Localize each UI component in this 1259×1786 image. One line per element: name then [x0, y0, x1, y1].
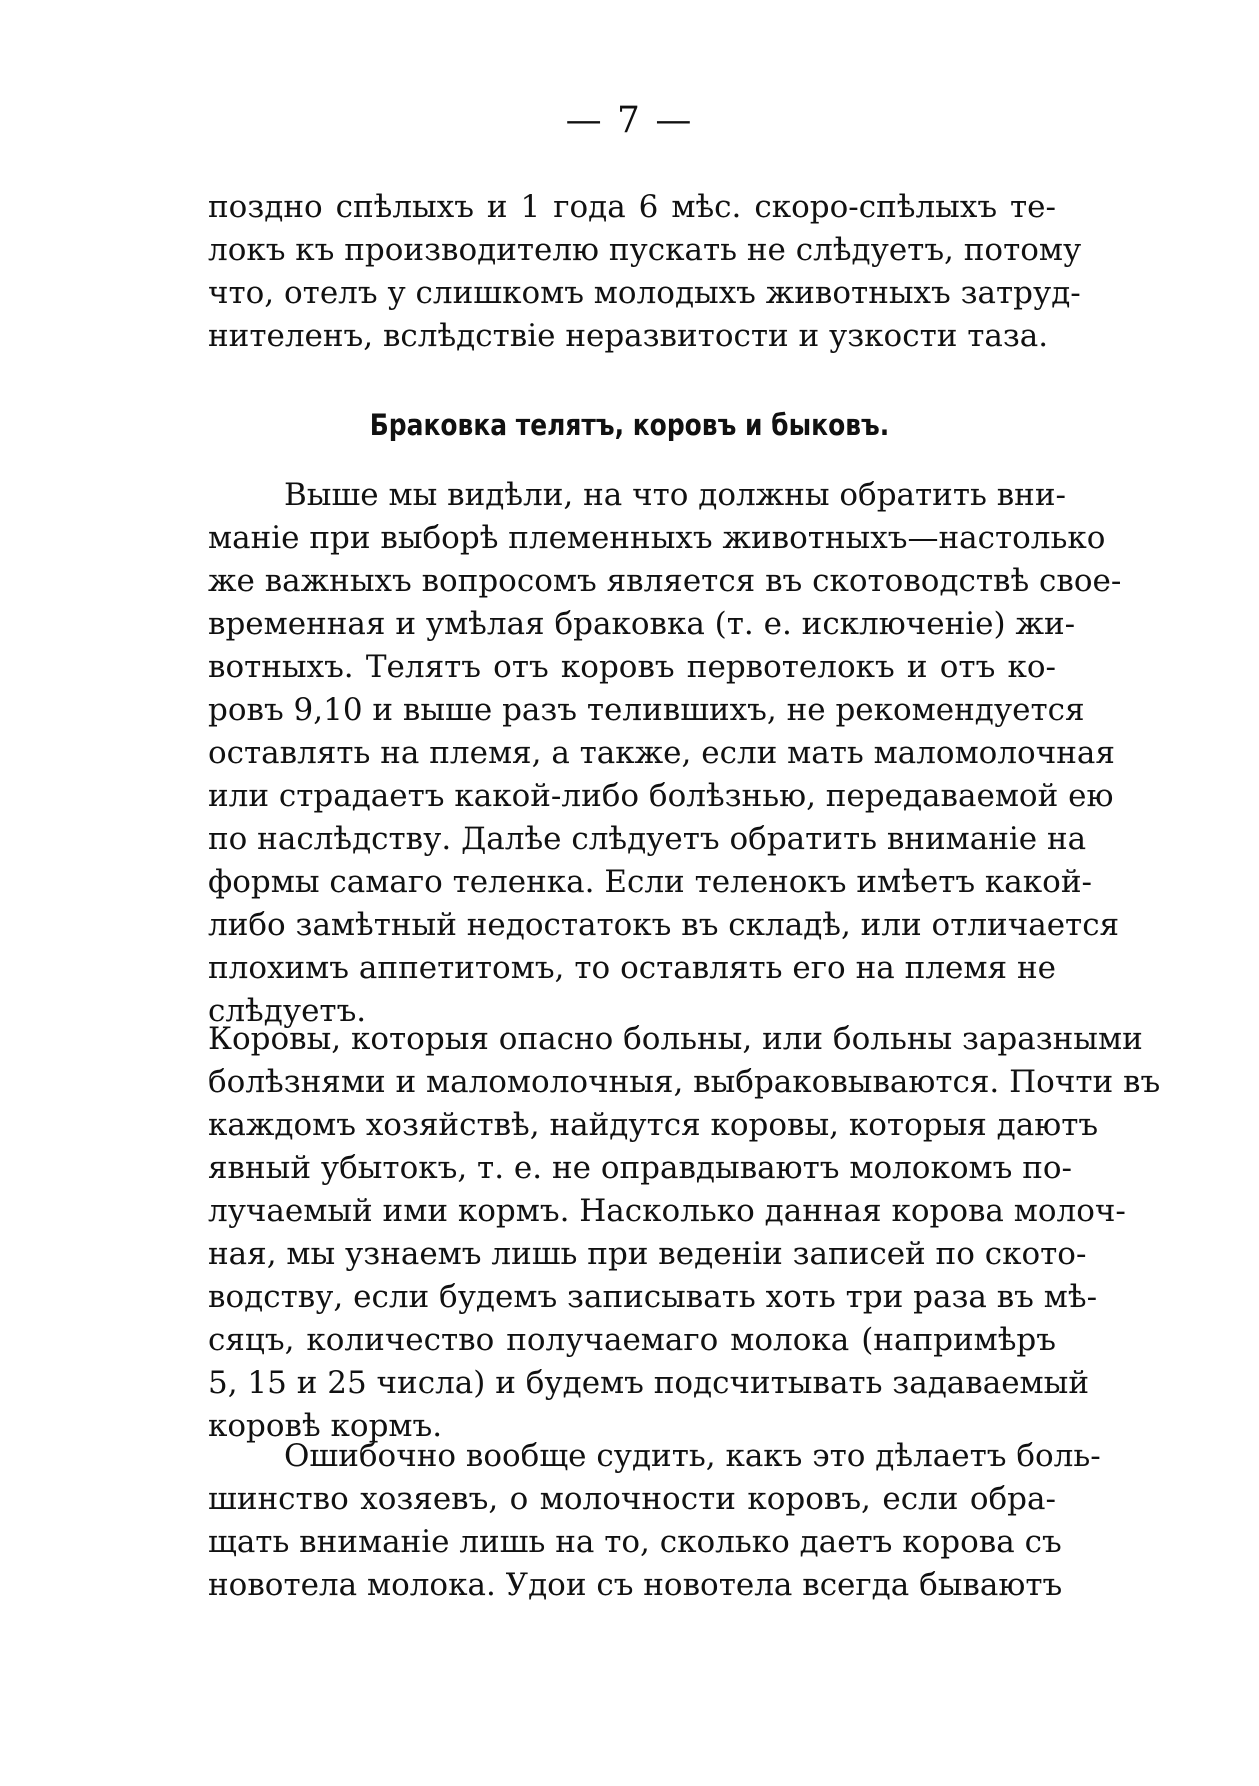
text-line: Коровы, которыя опасно больны, или больны заразными: [208, 1021, 1143, 1057]
text-line: ная, мы узнаемъ лишь при веденіи записей по ското-: [208, 1236, 1087, 1272]
text-line: либо замѣтный недостатокъ въ складѣ, или отличается: [208, 907, 1120, 943]
text-line: формы самаго теленка. Если теленокъ имѣетъ какой-: [208, 864, 1092, 900]
text-line: шинство хозяевъ, о молочности коровъ, если обра-: [208, 1481, 1056, 1517]
text-line: лучаемый ими кормъ. Насколько данная корова молоч-: [208, 1193, 1126, 1229]
paragraph-continuation: [208, 186, 1082, 358]
text-line: же важныхъ вопросомъ является въ скотоводствѣ свое-: [208, 563, 1122, 599]
text-line: или страдаетъ какой-либо болѣзнью, передаваемой ею: [208, 778, 1114, 814]
text-line: локъ къ производителю пускать не слѣдуетъ, потому: [208, 232, 1082, 268]
paragraph-milk-yield: [208, 1435, 1101, 1607]
text-line: сяцъ, количество получаемаго молока (напримѣръ: [208, 1322, 1056, 1358]
text-line: маніе при выборѣ племенныхъ животныхъ—настолько: [208, 520, 1106, 556]
text-line: коровѣ кормъ.: [208, 1408, 443, 1444]
paragraph-cows: [208, 1018, 1161, 1448]
text-line: явный убытокъ, т. е. не оправдываютъ молокомъ по-: [208, 1150, 1073, 1186]
paragraph-calves: [208, 474, 1122, 1033]
text-line: Ошибочно вообще судить, какъ это дѣлаетъ боль-: [284, 1438, 1101, 1474]
text-line: нителенъ, вслѣдствіе неразвитости и узкости таза.: [208, 318, 1049, 354]
text-line: что, отелъ у слишкомъ молодыхъ животныхъ затруд-: [208, 275, 1081, 311]
page-number: — 7 —: [565, 100, 694, 141]
text-line: каждомъ хозяйствѣ, найдутся коровы, которыя даютъ: [208, 1107, 1099, 1143]
text-line: вотныхъ. Телятъ отъ коровъ первотелокъ и отъ ко-: [208, 649, 1056, 685]
text-line: оставлять на племя, а также, если мать маломолочная: [208, 735, 1115, 771]
text-line: новотела молока. Удои съ новотела всегда бываютъ: [208, 1567, 1063, 1603]
text-line: поздно спѣлыхъ и 1 года 6 мѣс. скоро-спѣлыхъ те-: [208, 189, 1056, 225]
text-line: Выше мы видѣли, на что должны обратить вни-: [284, 477, 1066, 513]
text-line: слѣдуетъ.: [208, 993, 367, 1029]
text-line: временная и умѣлая браковка (т. е. исключеніе) жи-: [208, 606, 1076, 642]
section-heading: Браковка телятъ, коровъ и быковъ.: [369, 408, 890, 442]
text-line: болѣзнями и маломолочныя, выбраковываются. Почти въ: [208, 1064, 1161, 1100]
text-line: 5, 15 и 25 числа) и будемъ подсчитывать задаваемый: [208, 1365, 1089, 1401]
text-line: щать вниманіе лишь на то, сколько даетъ корова съ: [208, 1524, 1062, 1560]
text-line: по наслѣдству. Далѣе слѣдуетъ обратить вниманіе на: [208, 821, 1087, 857]
text-line: водству, если будемъ записывать хоть три раза въ мѣ-: [208, 1279, 1098, 1315]
text-line: ровъ 9,10 и выше разъ телившихъ, не рекомендуется: [208, 692, 1085, 728]
text-line: плохимъ аппетитомъ, то оставлять его на племя не: [208, 950, 1056, 986]
